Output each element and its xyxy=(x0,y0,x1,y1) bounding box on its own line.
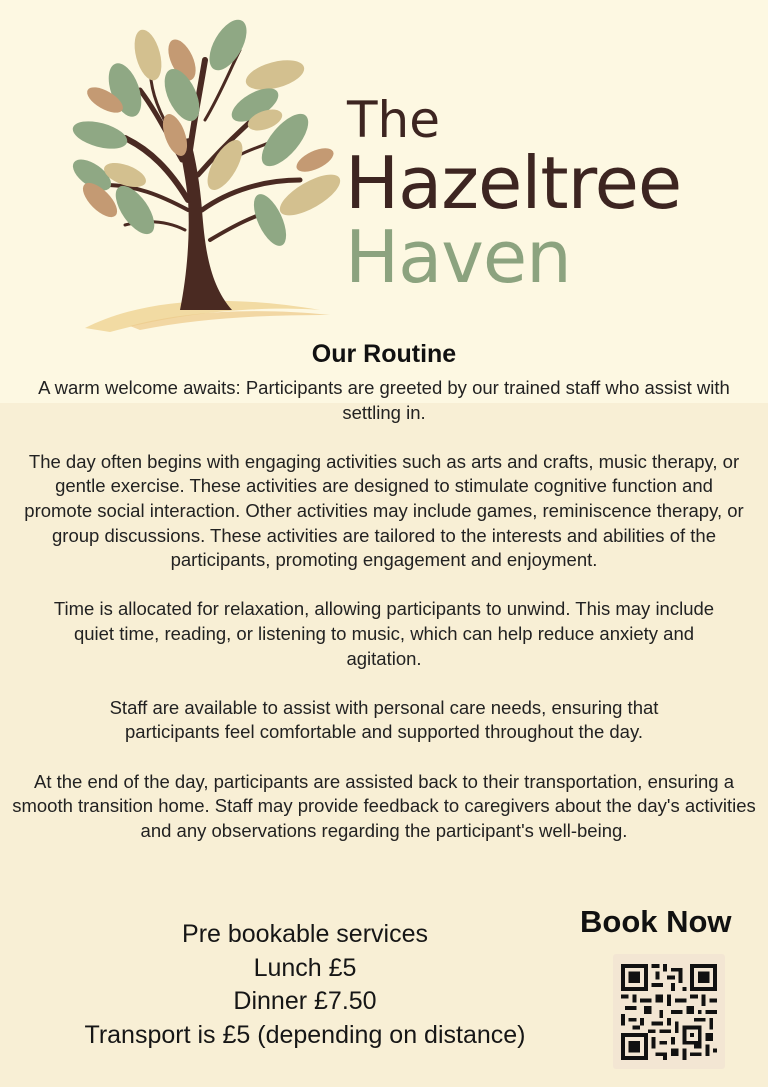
tree-logo-icon xyxy=(70,10,370,340)
book-now-heading: Book Now xyxy=(580,904,732,939)
qr-code-icon xyxy=(621,962,717,1062)
paragraph-welcome: A warm welcome awaits: Participants are greeted by our trained staff who assist with settling in. xyxy=(38,377,730,423)
services-list xyxy=(40,918,570,1052)
brand-line-hazeltree: Hazeltree xyxy=(345,141,682,225)
booking-qr-code[interactable] xyxy=(613,954,725,1069)
routine-description xyxy=(10,376,758,868)
paragraph-personal-care: Staff are available to assist with personal care needs, ensuring that participants feel comfortable and supported throughout the day. xyxy=(109,696,659,743)
section-title: Our Routine xyxy=(311,340,457,368)
services-heading: Pre bookable services xyxy=(182,920,428,948)
brand-logo xyxy=(70,10,710,340)
brand-line-the: The xyxy=(347,91,440,149)
service-item-lunch: Lunch £5 xyxy=(253,953,357,982)
paragraph-end-of-day: At the end of the day, participants are assisted back to their transportation, ensuring a smooth transition home. Staff may provide feedback to caregivers about the day's activities and any observations regarding the participant's well-being. xyxy=(12,770,756,841)
service-item-dinner: Dinner £7.50 xyxy=(233,987,377,1015)
service-item-transport: Transport is £5 (depending on distance) xyxy=(84,1020,526,1049)
paragraph-relaxation: Time is allocated for relaxation, allowing participants to unwind. This may include quiet time, reading, or listening to music, which can help reduce anxiety and agitation. xyxy=(53,598,715,669)
brand-name xyxy=(345,91,682,299)
paragraph-activities: The day often begins with engaging activities such as arts and crafts, music therapy, or gentle exercise. These activities are designed to stimulate cognitive function and promote social interaction. Other activities may include games, reminiscence therapy, or group discussions. These activities are tailored to the interests and abilities of the participants, promoting engagement and enjoyment. xyxy=(24,450,744,571)
brand-line-haven: Haven xyxy=(345,215,571,299)
